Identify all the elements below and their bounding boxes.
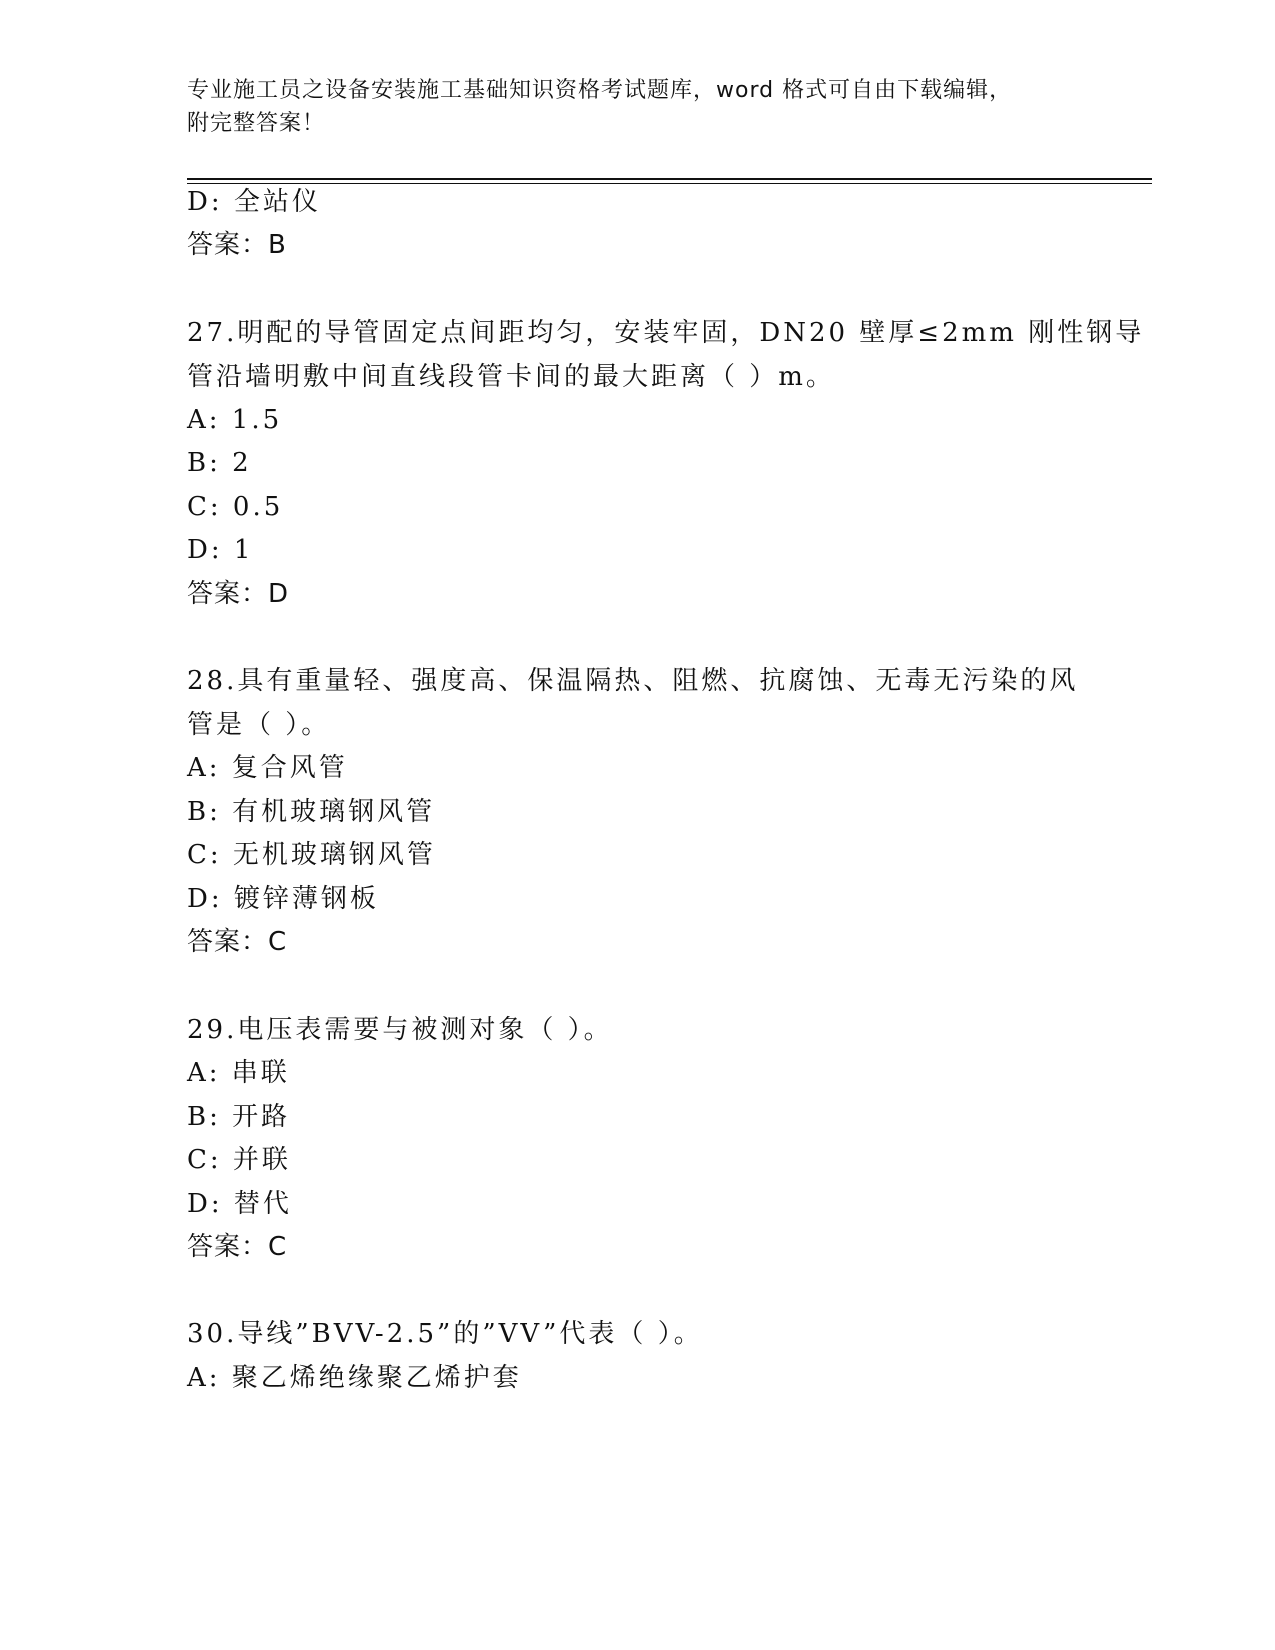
question-27-stem-line-1: 27.明配的导管固定点间距均匀，安装牢固，DN20 壁厚≤2mm 刚性钢导 [187,318,1145,348]
answer-line: 答案：B [187,230,287,260]
question-29-option-c: C: 并联 [187,1145,291,1175]
question-29-option-b: B: 开路 [187,1102,291,1132]
question-27-option-b: B: 2 [187,448,252,478]
question-29-option-d: D: 替代 [187,1189,292,1219]
question-28-option-d: D: 镀锌薄钢板 [187,884,379,914]
question-27-option-c: C: 0.5 [187,492,284,522]
header-divider-thin [187,183,1152,184]
question-28-answer: 答案：C [187,927,288,957]
document-header [187,74,1087,140]
header-line-2: 附完整答案！ [187,111,326,136]
question-29-stem-line-1: 29.电压表需要与被测对象（ ）。 [187,1015,613,1045]
question-30-option-a: A: 聚乙烯绝缘聚乙烯护套 [187,1363,522,1393]
header-divider-thick [187,178,1152,180]
question-28-option-c: C: 无机玻璃钢风管 [187,840,436,870]
question-30-stem-line-1: 30.导线”BVV-2.5”的”VV”代表（ ）。 [187,1319,703,1349]
question-28-stem-line-2: 管是（ ）。 [187,710,331,740]
question-27-option-a: A: 1.5 [187,405,283,435]
question-29-answer: 答案：C [187,1232,288,1262]
option-d: D: 全站仪 [187,187,321,217]
header-line-1: 专业施工员之设备安装施工基础知识资格考试题库，word 格式可自由下载编辑， [187,78,1013,103]
question-28-stem-line-1: 28.具有重量轻、强度高、保温隔热、阻燃、抗腐蚀、无毒无污染的风 [187,666,1079,696]
question-27-answer: 答案：D [187,579,290,609]
question-27-stem-line-2: 管沿墙明敷中间直线段管卡间的最大距离（ ）m。 [187,362,835,392]
question-28-option-b: B: 有机玻璃钢风管 [187,797,436,827]
question-29-option-a: A: 串联 [187,1058,290,1088]
question-27-option-d: D: 1 [187,535,254,565]
question-28-option-a: A: 复合风管 [187,753,348,783]
